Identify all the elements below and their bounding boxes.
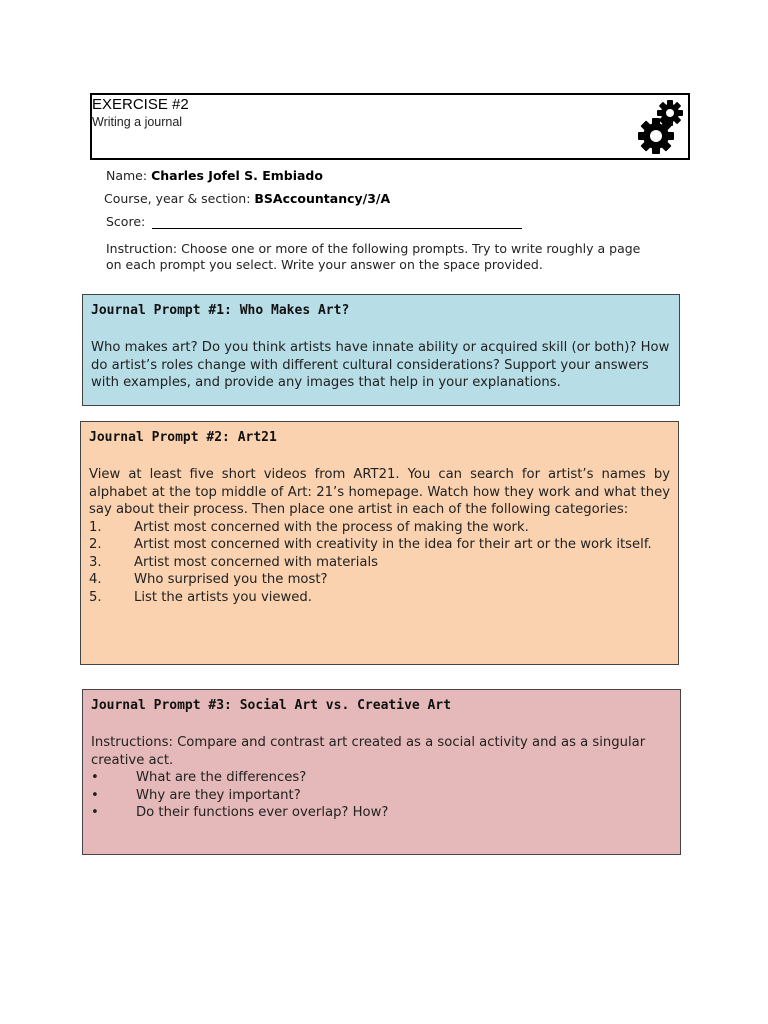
gears-icon [636, 98, 686, 158]
prompt-2-category-list [89, 519, 670, 607]
prompt-2-title: Journal Prompt #2: Art21 [89, 430, 277, 445]
score-field [106, 214, 145, 229]
exercise-title: EXERCISE #2 [92, 96, 189, 113]
list-item-text: List the artists you viewed. [134, 589, 312, 605]
list-item-text: Artist most concerned with the process of making the work. [134, 519, 529, 535]
list-item-text: Artist most concerned with materials [134, 554, 379, 570]
score-blank-line[interactable] [152, 228, 522, 229]
journal-prompt-3 [82, 689, 681, 855]
list-item [91, 787, 672, 805]
name-label: Name: [106, 168, 148, 183]
bullet-marker: • [91, 787, 99, 803]
prompt-1-title: Journal Prompt #1: Who Makes Art? [91, 303, 350, 318]
journal-prompt-1 [82, 294, 680, 406]
list-item [89, 571, 670, 589]
list-marker: 2. [89, 537, 102, 552]
bullet-marker: • [91, 770, 99, 785]
course-field [104, 191, 390, 206]
list-item-text: What are the differences? [136, 770, 307, 785]
list-item [91, 769, 672, 787]
list-marker: 4. [89, 572, 102, 587]
list-marker: 3. [89, 554, 102, 570]
score-label: Score: [106, 214, 146, 229]
list-item [89, 519, 670, 537]
name-field [106, 168, 323, 183]
exercise-subtitle: Writing a journal [92, 115, 183, 129]
list-item-text: Who surprised you the most? [134, 572, 328, 587]
list-item-text: Why are they important? [136, 787, 301, 803]
prompt-3-body: Instructions: Compare and contrast art created as a social activity and as a singular creative act. [91, 735, 646, 768]
exercise-header [90, 93, 690, 160]
prompt-3-question-list [91, 769, 672, 822]
bullet-marker: • [91, 805, 99, 820]
list-marker: 5. [89, 589, 102, 605]
prompt-1-body: Who makes art? Do you think artists have innate ability or acquired skill (or both)? How do artist’s roles change with different cultural considerations? Support your answers with examples, and provide any images that help in your explanations. [91, 340, 670, 390]
prompt-2-body: View at least five short videos from ART21. You can search for artist’s names by alphabet at the top middle of Art: 21’s homepage. Watch how they work and what they say about their process. Then place one artist in each of the following categories: [89, 467, 670, 517]
name-value: Charles Jofel S. Embiado [151, 168, 323, 183]
list-item [89, 536, 670, 554]
list-item [89, 554, 670, 572]
course-value: BSAccountancy/3/A [254, 191, 391, 206]
course-label: Course, year & section: [104, 191, 251, 206]
list-marker: 1. [89, 519, 102, 535]
prompt-3-title: Journal Prompt #3: Social Art vs. Creative Art [91, 698, 452, 713]
list-item [89, 589, 670, 607]
list-item-text: Do their functions ever overlap? How? [136, 805, 389, 820]
list-item [91, 804, 672, 822]
journal-prompt-2 [80, 421, 679, 665]
instruction-text: Instruction: Choose one or more of the following prompts. Try to write roughly a page on each prompt you select. Write your answer on the space provided. [106, 241, 641, 272]
list-item-text: Artist most concerned with creativity in the idea for their art or the work itself. [134, 537, 652, 552]
